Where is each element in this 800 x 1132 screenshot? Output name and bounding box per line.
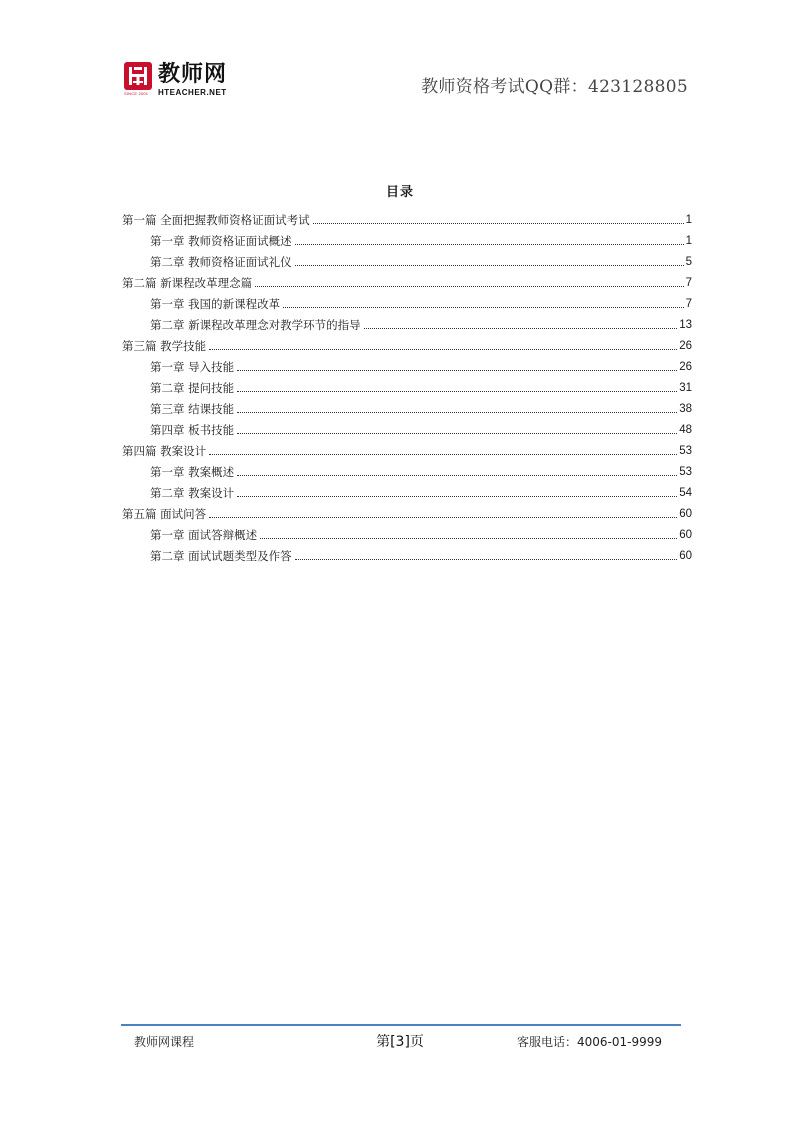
toc-chapter[interactable] [122, 479, 692, 500]
toc-dot-leader [237, 475, 677, 476]
toc-dot-leader [237, 391, 677, 392]
toc-entry-label: 第二章 面试试题类型及作答 [150, 549, 292, 563]
toc-entry-label: 第五篇 面试问答 [122, 507, 207, 521]
footer-course-name: 教师网课程 [134, 1035, 195, 1049]
toc-chapter[interactable] [122, 311, 692, 332]
toc-title: 目录 [385, 185, 414, 200]
toc-chapter[interactable] [122, 458, 692, 479]
toc-entry-label: 第一章 面试答辩概述 [150, 528, 258, 542]
toc-entry-label: 第三篇 教学技能 [122, 339, 207, 353]
toc-chapter[interactable] [122, 542, 692, 563]
toc-page-number: 54 [679, 487, 692, 499]
brand-logo [124, 62, 227, 102]
toc-entry-label: 第二章 提问技能 [150, 381, 235, 395]
toc-dot-leader [209, 454, 677, 455]
toc-page-number: 31 [679, 382, 692, 394]
toc-chapter[interactable] [122, 248, 692, 269]
toc-chapter[interactable] [122, 353, 692, 374]
toc-dot-leader [313, 223, 684, 224]
toc-chapter[interactable] [122, 374, 692, 395]
toc-page-number: 60 [679, 550, 692, 562]
toc-page-number: 60 [679, 529, 692, 541]
toc-chapter[interactable] [122, 416, 692, 437]
toc-entry-label: 第一章 我国的新课程改革 [150, 297, 281, 311]
toc-part-4[interactable] [122, 437, 692, 458]
toc-entry-label: 第三章 结课技能 [150, 402, 235, 416]
toc-chapter[interactable] [122, 395, 692, 416]
toc-dot-leader [209, 349, 677, 350]
toc-entry-label: 第四章 板书技能 [150, 423, 235, 437]
toc-dot-leader [260, 538, 677, 539]
toc-dot-leader [209, 517, 677, 518]
toc-entry-label: 第四篇 教案设计 [122, 444, 207, 458]
toc-dot-leader [295, 559, 678, 560]
toc-dot-leader [237, 370, 677, 371]
footer-page-number: 第[3]页 [376, 1034, 424, 1050]
logo-title: 教师网 [158, 62, 228, 87]
toc-part-3[interactable] [122, 332, 692, 353]
toc-page-number: 26 [679, 361, 692, 373]
toc-part-2[interactable] [122, 269, 692, 290]
toc-entry-label: 第二章 新课程改革理念对教学环节的指导 [150, 318, 361, 332]
toc-page-number: 53 [679, 445, 692, 457]
logo-subtitle: HTEACHER.NET [158, 88, 227, 97]
footer-divider [121, 1024, 681, 1026]
toc-page-number: 1 [685, 214, 692, 226]
toc-dot-leader [364, 328, 678, 329]
toc-entry-label: 第二章 教案设计 [150, 486, 235, 500]
toc-page-number: 7 [685, 277, 692, 289]
toc-page-number: 26 [679, 340, 692, 352]
toc-page-number: 48 [679, 424, 692, 436]
toc-page-number: 5 [685, 256, 692, 268]
footer-hotline: 客服电话：4006-01-9999 [516, 1035, 662, 1049]
qq-group-info: 教师资格考试QQ群：423128805 [421, 77, 688, 97]
toc-dot-leader [237, 412, 677, 413]
toc-page-number: 53 [679, 466, 692, 478]
toc-dot-leader [295, 265, 684, 266]
toc-chapter[interactable] [122, 290, 692, 311]
toc-page-number: 38 [679, 403, 692, 415]
toc-entry-label: 第一篇 全面把握教师资格证面试考试 [122, 213, 310, 227]
toc-entry-label: 第一章 导入技能 [150, 360, 235, 374]
toc-chapter[interactable] [122, 227, 692, 248]
toc-entry-label: 第二章 教师资格证面试礼仪 [150, 255, 292, 269]
toc-chapter[interactable] [122, 521, 692, 542]
logo-since-text: SINCE 2001 [124, 91, 149, 96]
toc-dot-leader [237, 496, 677, 497]
toc-dot-leader [295, 244, 684, 245]
toc-page-number: 13 [679, 319, 692, 331]
logo-icon [124, 62, 152, 96]
toc-entry-label: 第一章 教师资格证面试概述 [150, 234, 292, 248]
toc-page-number: 7 [685, 298, 692, 310]
toc-dot-leader [283, 307, 683, 308]
toc-page-number: 60 [679, 508, 692, 520]
toc-entry-label: 第一章 教案概述 [150, 465, 235, 479]
toc-page-number: 1 [685, 235, 692, 247]
table-of-contents [122, 206, 692, 563]
toc-part-1[interactable] [122, 206, 692, 227]
toc-dot-leader [255, 286, 683, 287]
toc-dot-leader [237, 433, 677, 434]
toc-part-5[interactable] [122, 500, 692, 521]
toc-entry-label: 第二篇 新课程改革理念篇 [122, 276, 253, 290]
